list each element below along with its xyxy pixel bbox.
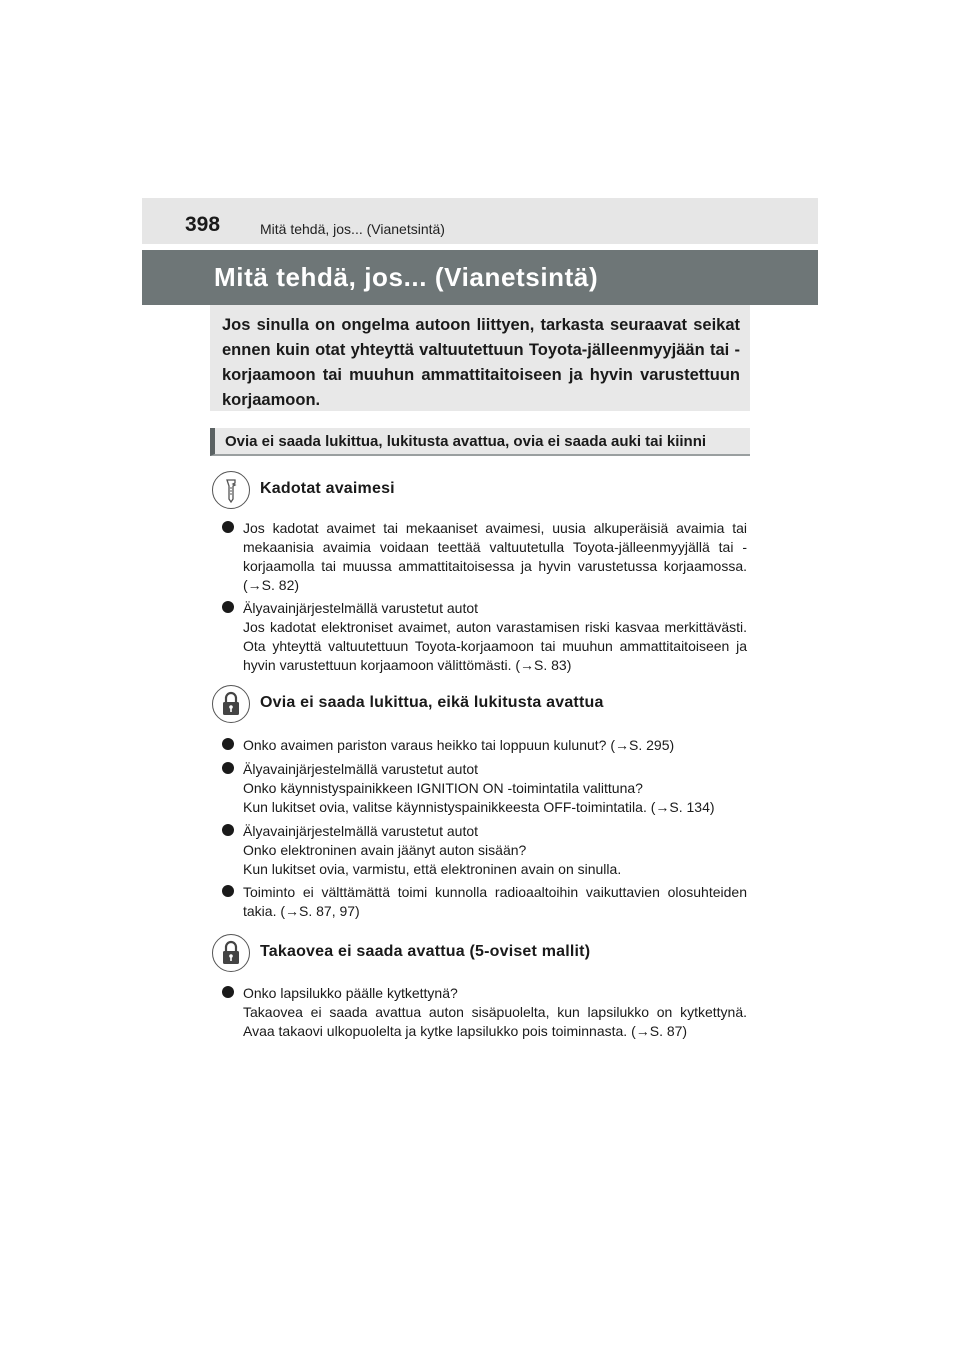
intro-text: Jos sinulla on ongelma autoon liittyen, tarkasta seuraavat seikat ennen kuin otat yhteyttä valtuutettuun Toyota-jälleenmyyjään tai -korjaamoon tai muuhun ammattitaitoiseen ja hyvin varustettuun korjaamoon. xyxy=(222,316,740,409)
running-title: Mitä tehdä, jos... (Vianetsintä) xyxy=(260,221,445,237)
header-band xyxy=(142,198,818,244)
item-line: Älyavainjärjestelmällä varustetut autot xyxy=(243,823,479,839)
subsection-lock-unlock xyxy=(212,685,752,727)
item-line: Onko elektroninen avain jäänyt auton sisään? xyxy=(243,842,527,858)
list-item xyxy=(222,883,747,921)
page-number: 398 xyxy=(185,213,221,236)
subsection-title: Kadotat avaimesi xyxy=(260,480,395,497)
subsection-lost-keys xyxy=(212,471,752,513)
item-line: Jos kadotat avaimet tai mekaaniset avaimesi, uusia alkuperäisiä avaimia tai mekaanisia avaimia voidaan teettää valtuutetulla Toyota-jälleenmyyjällä tai -korjaamolla tai muussa ammattitaitoisessa ja hyvin varustetussa korjaamossa. (→S. 82) xyxy=(243,520,747,593)
subsection-back-door xyxy=(212,934,752,976)
bullet xyxy=(222,986,234,998)
bullet xyxy=(222,885,234,897)
bullet xyxy=(222,824,234,836)
subsection-title: Takaovea ei saada avattua (5-oviset mallit) xyxy=(260,943,591,960)
subsection-title: Ovia ei saada lukittua, eikä lukitusta avattua xyxy=(260,694,604,711)
list-item xyxy=(222,822,747,879)
item-line: Toiminto ei välttämättä toimi kunnolla radioaaltoihin vaikuttavien olosuhteiden takia. (→S. 87, 97) xyxy=(243,884,747,919)
page-title: Mitä tehdä, jos... (Vianetsintä) xyxy=(214,262,599,292)
bullet xyxy=(222,738,234,750)
list-item xyxy=(222,736,747,755)
section-heading xyxy=(210,428,750,456)
item-line: Jos kadotat elektroniset avaimet, auton varastamisen riski kasvaa merkittävästi. Ota yhteyttä valtuutettuun Toyota-korjaamoon tai muuhun ammattitaitoiseen ja hyvin varustettuun korjaamoon välittömästi. (→S. 83) xyxy=(243,619,747,673)
item-line: Älyavainjärjestelmällä varustetut autot xyxy=(243,761,479,777)
list-item xyxy=(222,599,747,675)
item-line: Onko lapsilukko päälle kytkettynä? xyxy=(243,985,458,1001)
item-line: Takaovea ei saada avattua auton sisäpuolelta, kun lapsilukko on kytkettynä. Avaa takaovi ulkopuolelta ja kytke lapsilukko pois toiminnasta. (→S. 87) xyxy=(243,1004,747,1039)
item-line: Onko käynnistyspainikkeen IGNITION ON -toimintatila valittuna? xyxy=(243,780,643,796)
intro-box xyxy=(210,305,750,411)
list-item xyxy=(222,984,747,1041)
item-line: Kun lukitset ovia, valitse käynnistyspainikkeesta OFF-toimintatila. (→S. 134) xyxy=(243,799,715,815)
item-line: Onko avaimen pariston varaus heikko tai loppuun kulunut? (→S. 295) xyxy=(243,737,675,753)
list-item xyxy=(222,760,747,817)
bullet xyxy=(222,601,234,613)
key-icon xyxy=(212,471,250,509)
list-item xyxy=(222,519,747,595)
bullet xyxy=(222,521,234,533)
bullet xyxy=(222,762,234,774)
section-heading-text: Ovia ei saada lukittua, lukitusta avattua, ovia ei saada auki tai kiinni xyxy=(225,433,707,450)
item-line: Älyavainjärjestelmällä varustetut autot xyxy=(243,600,479,616)
lock-icon xyxy=(212,685,250,723)
item-line: Kun lukitset ovia, varmistu, että elektroninen avain on sinulla. xyxy=(243,861,622,877)
lock-icon xyxy=(212,934,250,972)
